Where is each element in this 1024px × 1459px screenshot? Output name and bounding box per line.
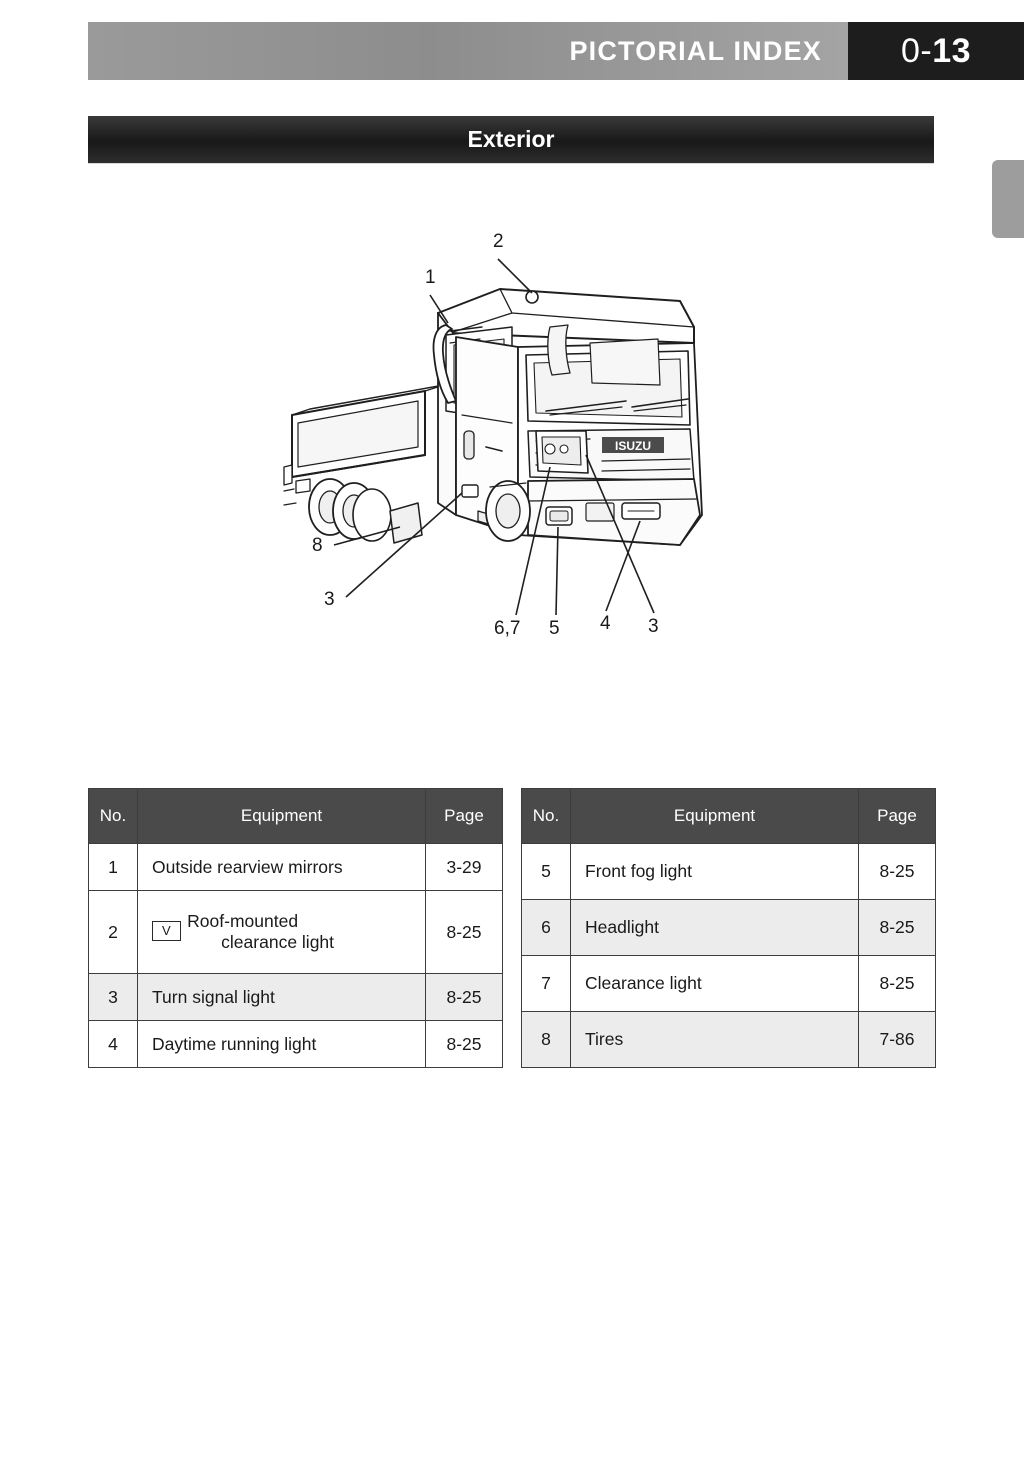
row-equipment: Front fog light: [571, 844, 859, 900]
row-equipment: Daytime running light: [138, 1021, 426, 1068]
equipment-table-left: [88, 788, 503, 1068]
row-equipment: Turn signal light: [138, 974, 426, 1021]
row-no: 6: [522, 900, 571, 956]
table-row: [522, 900, 936, 956]
row-no: 2: [89, 891, 138, 974]
table-row: [89, 974, 503, 1021]
column-header-page: Page: [426, 789, 503, 844]
table-row: [522, 956, 936, 1012]
table-row: [89, 891, 503, 974]
row-page: 8-25: [859, 956, 936, 1012]
svg-text:ISUZU: ISUZU: [615, 439, 651, 453]
row-equipment: Headlight: [571, 900, 859, 956]
row-no: 7: [522, 956, 571, 1012]
row-equipment: Tires: [571, 1012, 859, 1068]
row-equipment-text: [187, 911, 334, 953]
row-no: 1: [89, 844, 138, 891]
row-page: 8-25: [426, 891, 503, 974]
callout-label-3-right: 3: [648, 616, 659, 637]
row-equipment: Clearance light: [571, 956, 859, 1012]
row-page: 8-25: [426, 1021, 503, 1068]
row-page: 8-25: [426, 974, 503, 1021]
table-row: [522, 844, 936, 900]
table-row: [89, 1021, 503, 1068]
column-header-equipment: Equipment: [138, 789, 426, 844]
row-no: 3: [89, 974, 138, 1021]
page-number-badge: [848, 22, 1024, 80]
row-page: 8-25: [859, 900, 936, 956]
page-edge-tab: [992, 160, 1024, 238]
callout-label-2: 2: [493, 231, 504, 252]
page-header: [88, 22, 1024, 80]
page-number-prefix: 0-: [900, 31, 933, 70]
section-header: [88, 116, 934, 163]
callout-label-6-7: 6,7: [494, 618, 521, 639]
vehicle-variant-badge: V: [152, 921, 181, 941]
equipment-tables: [88, 788, 936, 1068]
row-no: 4: [89, 1021, 138, 1068]
row-equipment-line1: Roof-mounted: [187, 911, 299, 931]
column-header-page: Page: [859, 789, 936, 844]
page-footer: [0, 1436, 1024, 1459]
column-header-no: No.: [89, 789, 138, 844]
callout-label-1: 1: [425, 267, 436, 288]
row-equipment: [138, 891, 426, 974]
row-page: 8-25: [859, 844, 936, 900]
row-page: 3-29: [426, 844, 503, 891]
table-header-row: [89, 789, 503, 844]
column-header-no: No.: [522, 789, 571, 844]
callout-label-8: 8: [312, 535, 323, 556]
row-no: 8: [522, 1012, 571, 1068]
row-equipment: Outside rearview mirrors: [138, 844, 426, 891]
table-header-row: [522, 789, 936, 844]
page-title: PICTORIAL INDEX: [569, 35, 822, 66]
table-row: [522, 1012, 936, 1068]
truck-exterior-diagram: [250, 215, 790, 655]
row-no: 5: [522, 844, 571, 900]
table-row: [89, 844, 503, 891]
header-title-bar: [88, 22, 848, 80]
row-page: 7-86: [859, 1012, 936, 1068]
equipment-table-right: [521, 788, 936, 1068]
callout-label-4: 4: [600, 613, 611, 634]
callout-label-5: 5: [549, 618, 560, 639]
callout-label-3-left: 3: [324, 589, 335, 610]
row-equipment-line2: clearance light: [221, 932, 335, 952]
section-title: Exterior: [467, 126, 555, 152]
column-header-equipment: Equipment: [571, 789, 859, 844]
page-number-value: 13: [932, 31, 972, 70]
